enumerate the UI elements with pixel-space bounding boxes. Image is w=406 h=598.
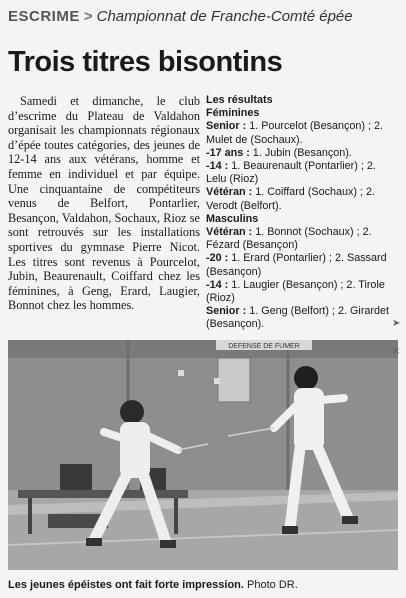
- photo-credit: Photo DR.: [247, 579, 298, 591]
- section-label: ESCRIME: [8, 8, 80, 25]
- wall-switch: [178, 370, 184, 376]
- result-category: -20 :: [206, 252, 229, 265]
- scoring-table: [18, 490, 188, 498]
- result-category: -14 :: [206, 278, 229, 291]
- result-line: [206, 186, 398, 212]
- kicker-subtitle: Championnat de Franche-Comté épée: [96, 8, 353, 25]
- fencing-photo: [8, 340, 401, 570]
- result-line: [206, 305, 401, 331]
- caption-text: Les jeunes épéistes ont fait forte impression.: [8, 579, 244, 591]
- result-line: [206, 160, 398, 186]
- photo-caption: [8, 576, 400, 594]
- result-text: 1. Geng (Belfort) ; 2. Girardet (Besançon).: [206, 305, 390, 331]
- scoring-box: [60, 464, 92, 490]
- results-group-title: Féminines: [206, 107, 260, 120]
- result-line: [206, 252, 398, 278]
- result-text: 1. Erard (Pontarlier) ; 2. Sassard (Besançon): [206, 252, 387, 278]
- margin-cross-icon: ×: [392, 346, 401, 357]
- result-line: [206, 226, 398, 252]
- wall-switch: [214, 378, 220, 384]
- table-leg: [28, 498, 32, 534]
- result-text: 1. Beaurenault (Pontarlier) ; 2. Lelu (Rioz): [206, 160, 376, 186]
- result-text: 1. Jubin (Besançon).: [249, 146, 352, 159]
- result-category: -17 ans :: [206, 146, 250, 159]
- body-paragraph: Samedi et dimanche, le club d’escrime du Plateau de Valdahon organisait les championnats régionaux d’épée toutes catégories, des jeunes de 12-14 ans aux vétérans, homme et femme en individuel et par équipe. Une cinquantaine de compétiteurs venus de Belfort, Pontarlier, Besançon, Valdahon, Sochaux, Rioz se sont retrouvés sur les installations sportives du gymnase Pierre Nicot. Les titres sont revenus à Pourcelot, Jubin, Beaurenault, Coiffard chez les féminines, à Geng, Erard, Laugier, Bonnot chez les hommes.: [8, 94, 200, 313]
- result-text: 1. Pourcelot (Besançon) ; 2. Mulet de (Sochaux).: [206, 120, 384, 146]
- wall-notice: [218, 358, 250, 402]
- result-line: [206, 120, 398, 146]
- result-text: 1. Coiffard (Sochaux) ; 2. Verodt (Belfort).: [206, 186, 376, 212]
- chevron-right-icon: >: [83, 8, 93, 25]
- article-kicker: [8, 6, 398, 28]
- fencing-scene: [8, 340, 401, 570]
- results-heading: Les résultats: [206, 94, 273, 106]
- margin-arrow-icon: ➤: [392, 318, 401, 329]
- result-category: -14 :: [206, 160, 229, 173]
- result-category: Senior :: [206, 305, 247, 318]
- result-category: Vétéran :: [206, 186, 253, 199]
- result-line: [206, 147, 398, 160]
- table-leg: [174, 498, 178, 534]
- wall-top-band: [8, 340, 401, 358]
- sign-text: DEFENSE DE FUMER: [228, 343, 300, 350]
- result-category: Senior :: [206, 120, 247, 133]
- results-group-title: Masculins: [206, 212, 259, 225]
- result-line: [206, 279, 398, 305]
- result-text: 1. Laugier (Besançon) ; 2. Tirole (Rioz): [206, 278, 385, 305]
- result-category: Vétéran :: [206, 226, 253, 239]
- article-body: [8, 94, 200, 313]
- article-headline: Trois titres bisontins: [8, 46, 283, 78]
- result-text: 1. Bonnot (Sochaux) ; 2. Fézard (Besançon): [206, 226, 372, 252]
- results-box: [206, 94, 401, 332]
